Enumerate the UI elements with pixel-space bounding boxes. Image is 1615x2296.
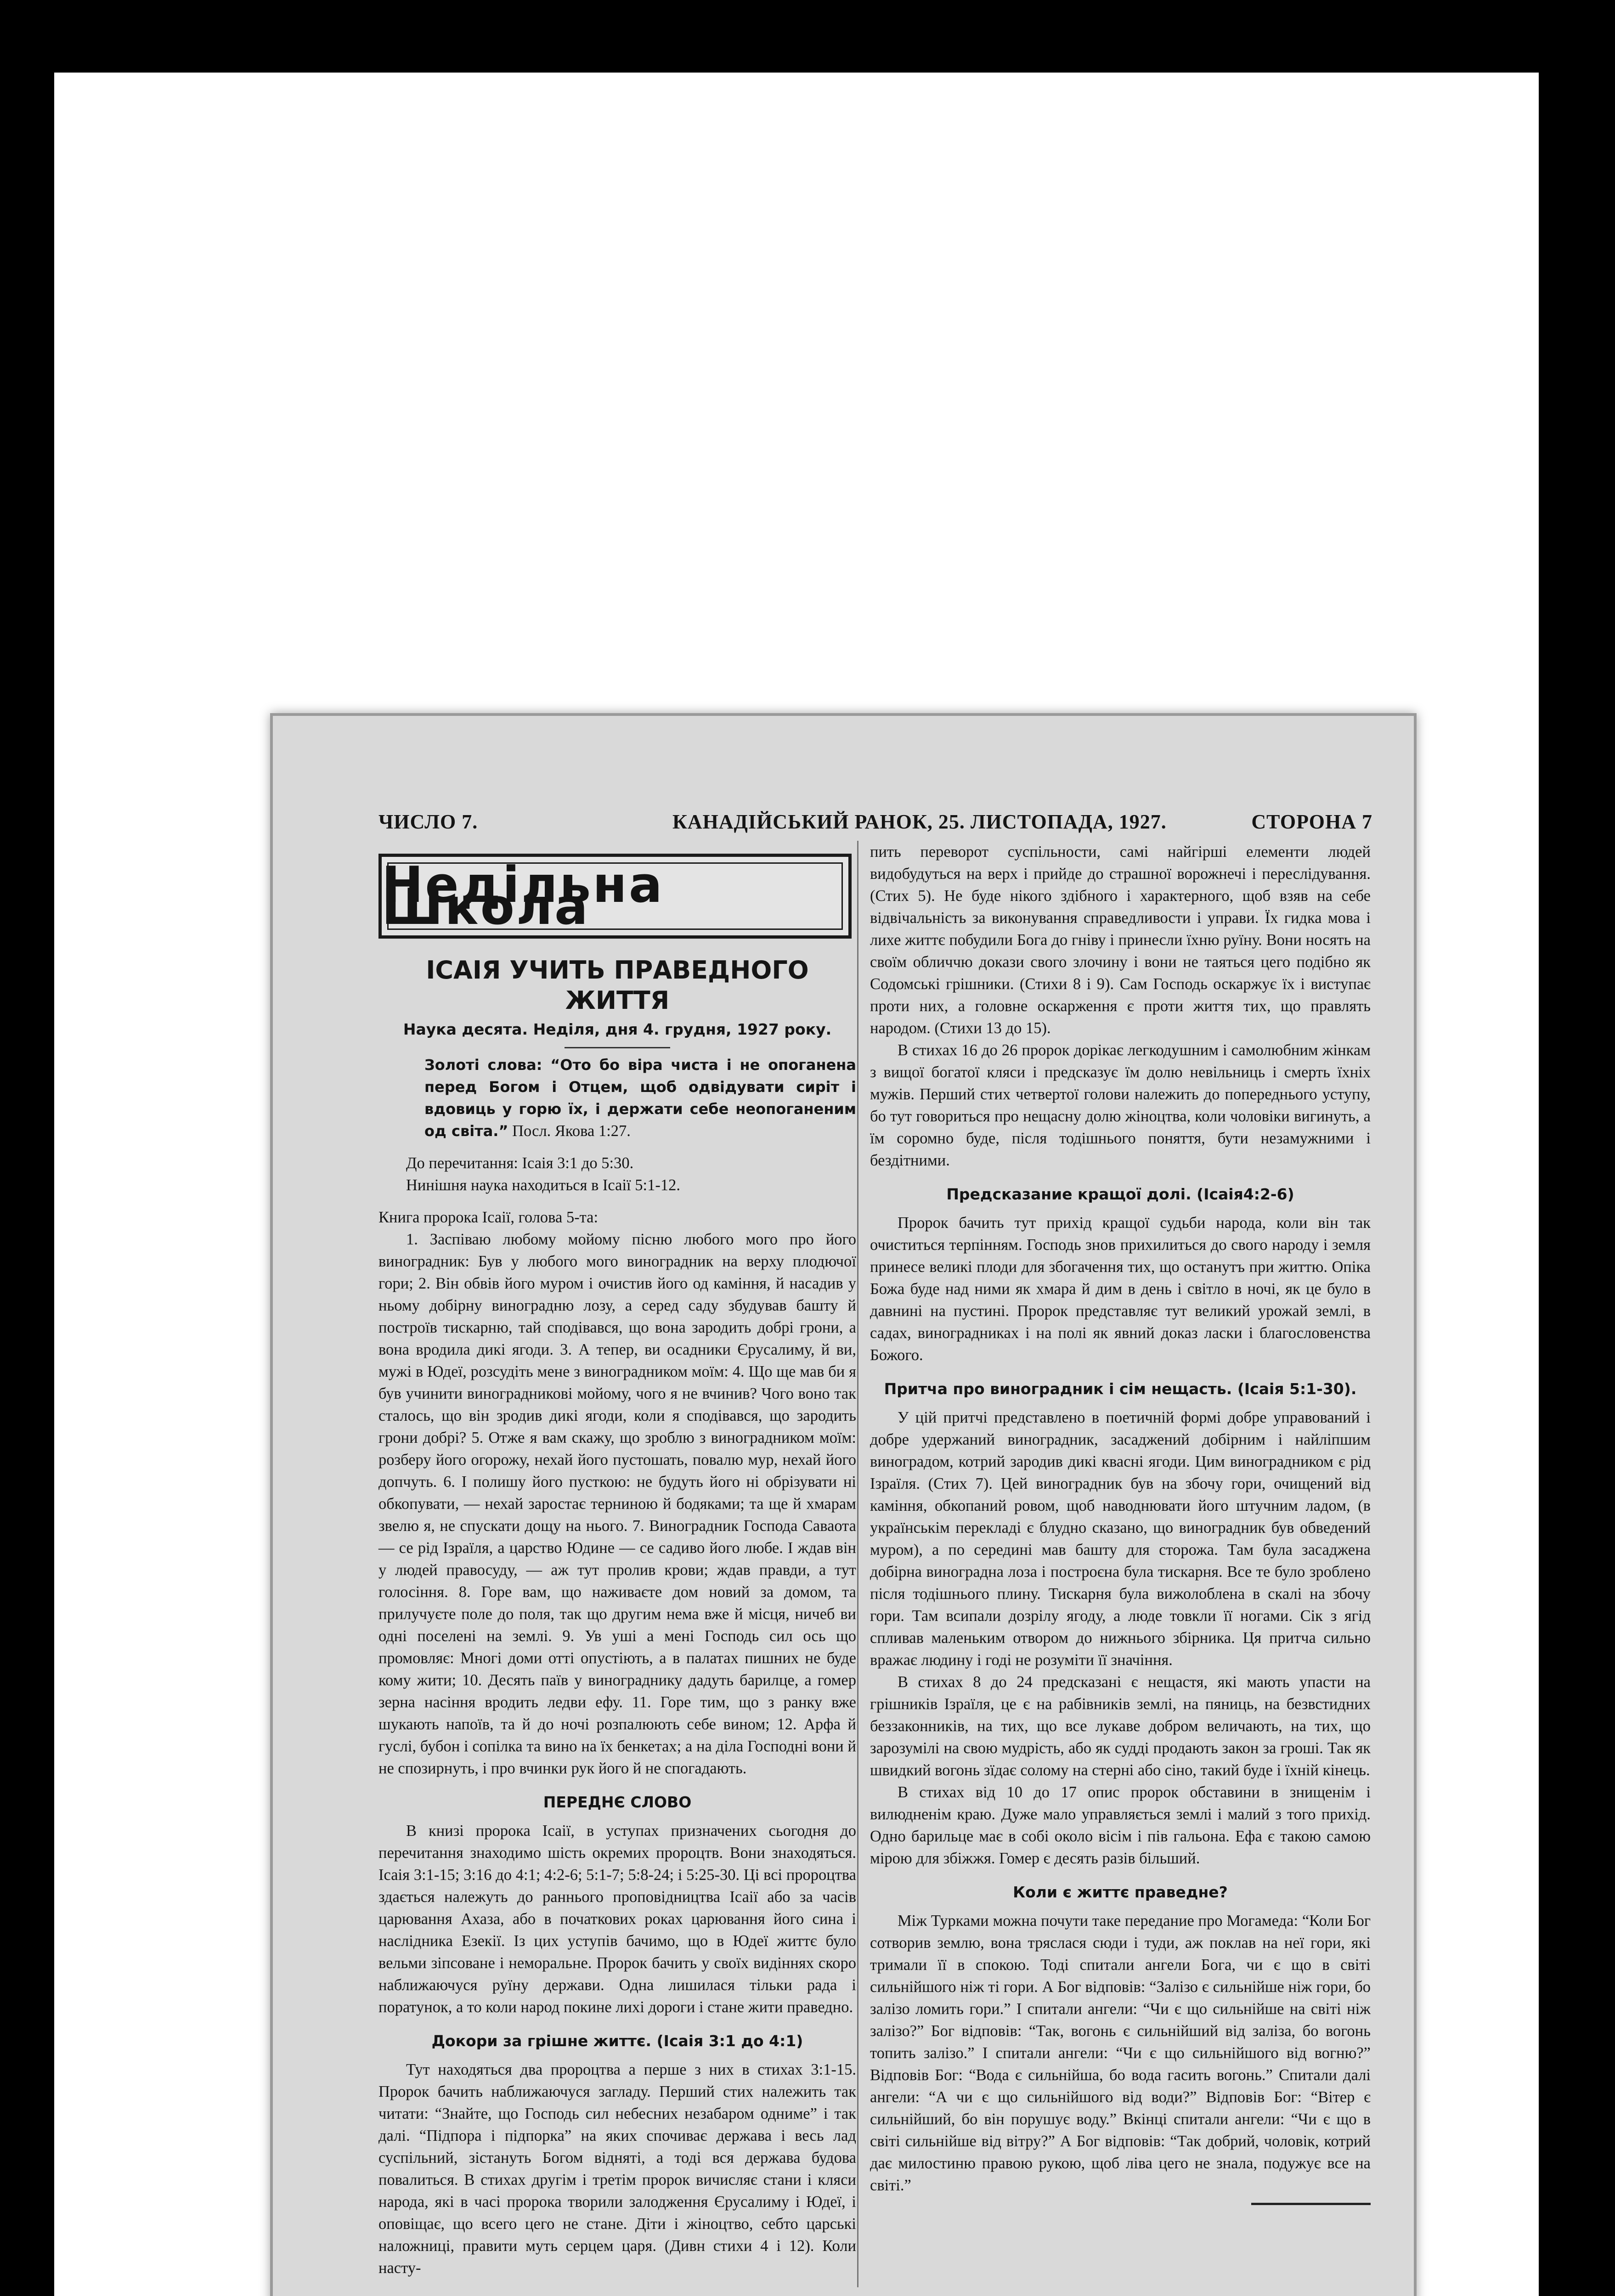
divider [565,1047,670,1048]
golden-text-ref: Посл. Якова 1:27. [512,1122,631,1140]
section-heading: Притча про виноградник і сім нещасть. (Ісаія 5:1-30). [884,1380,1357,1398]
golden-text-quote: Золоті слова: “Ото бо віра чиста і не опоганена перед Богом і Отцем, щоб одвідувати сиріт і вдовиць у горю їх, і держати себе неопоганеним од світа.” [424,1056,856,1140]
paragraph: В стихах 16 до 26 пророк дорікає легкодушним і самолюбним жінкам з вищої богатої кляси і предсказує їм долю невільниць і смерть їхніх мужів. Перший стих четвертої голови належить до попереднього уступу, бо тут говориться про нещасну долю жіноцтва, коли чоловіки вигинуть, а їм соромно буде, після тодішнього поняття, бути незамужними і бездітними. [870,1041,1371,1169]
golden-text [424,1054,856,1142]
paragraph: Між Турками можна почути таке передание про Могамеда: “Коли Бог сотворив землю, вона тряслася сюди і туди, аж поклав на неї гори, які тримали її в спокою. Тоді спитали ангели Бога, чи є що в світі сильнійшого ніж ті гори. А Бог відповів: “Залізо є сильнійше ніж гори, бо залізо ломить гори.” І спитали ангели: “Чи є що сильнійше на світі ніж залізо?” Бог відповів: “Так, вогонь є сильнійший від заліза, бо вогонь топить залізо.” І спитали ангели: “Чи є що сильнійшого від вогню?” Відповів Бог: “Вода є сильнійша, бо вода гасить вогонь.” Спитали далі ангели: “А чи є що сильнійшого від води?” Відповів Бог: “Вітер є сильнійший, бо він порушує воду.” Вкінці спитали ангели: “Чи є що в світі сильнійше від вітру?” А Бог відповів: “Так добрий, чоловік, котрий дає милостиню правою рукою, щоб ліва цего не знала, подужує все на світі.” [870,1912,1371,2194]
section-heading: Предсказание кращої долі. (Ісаія4:2-6) [946,1185,1294,1203]
newspaper-page [270,713,1417,2296]
lesson-info: Наука десята. Неділя, дня 4. грудня, 1927 року. [403,1020,832,1038]
page-number: СТОРОНА 7 [1251,810,1372,833]
paragraph: В стихах 8 до 24 предсказані є нещастя, які мають упасти на грішників Ізраїля, це є на рабівників землі, на пяниць, на безвстидних беззаконників, на тих, що все лукаве добром величають, на тих, що зарозумілі на свою мудрість, або як судді продають закон за гроші. Так як швидкий вогонь зїдає солому на стерні або сіно, такий буде і їхній кінець. [870,1673,1371,1779]
scripture-text: 1. Заспіваю любому мойому пісню любого мого про його виноградник: Був у любого мого виноградник на верху плодючої гори; 2. Він обвів його муром і очистив його од каміння, й насадив у ньому добірну виноградню лозу, а серед саду збудував башту й построїв тискарню, тай сподівався, що вона зародить добрі грони, а вона вродила дикі ягоди. 3. А тепер, ви осадники Єрусалиму, й ви, мужі в Юдеї, розсудіть мене з виноградником моїм: 4. Що ще мав би я був учинити виноградникові мойому, чого я не вчинив? Чого воно так сталось, що він зродив дикі ягоди, коли я сподівався, що зародить грони добрі? 5. Отже я вам скажу, що зроблю з виноградником моїм: розберу його огорожу, нехай його пустошать, повалю мур, нехай його допчуть. 6. І полишу його пусткою: не будуть його ні обрізувати ні обкопувати, — нехай заростає терниною й бодяками; та ще й хмарам звелю я, не спускати дощу на нього. 7. Виноградник Господа Саваота — се рід Ізраїля, а царство Юдине — се садиво його любе. І ждав він у людей правосуду, — аж тут пролив крови; ждав правди, а тут голосіння. 8. Горе вам, що наживаєте дом новий за домом, та прилучуєте поле до поля, так що другим нема вже й місця, ничеб ви одні поселені на землі. 9. Ув уші а мені Господь сил ось що промовляє: Многі доми отті опустіють, а в палатах пишних не буде кому жити; 10. Десять паїв у винограднику дадуть барилце, а гомер зерна насіння вродить ледви ефу. 11. Горе тим, що з ранку вже шукають напоїв, та й до ночі розпалюють себе вином; 12. Арфа й гуслі, бубон і сопілка та вино на їх бенкетах; а на діла Господні вони й не спозирнуть, і про вчинки рук його й не спогадають. [378,1231,856,1777]
film-frame [54,73,1539,2296]
section-heading: Докори за грішне життє. (Ісаія 3:1 до 4:1) [431,2032,803,2050]
end-rule [1251,2203,1371,2205]
scripture-heading: Книга пророка Ісаії, голова 5-та: [378,1209,599,1226]
continued-text: пить переворот суспільности, самі найгірші елементи людей видобудуться на верх і прийде до страшної ворожнечі і переслідування. (Стих 5). Не буде нікого здібного і характерного, щоб взяв на себе відвічальність за виконування справедливости і управи. Їх гидка мова і лихе життє побудили Бога до гніву і принесли їхню руїну. Вони носять на своїм обличчю докази свого злочину і вони не таяться цего подібно як Содомські грішники. (Стихи 8 і 9). Сам Господь оскаржує їх і виступає проти них, а головне оскарження є проти життя тих, що правлять народом. (Стихи 13 до 15). [870,843,1371,1037]
left-column [378,854,856,2279]
section-text: Тут находяться два пророцтва а перше з них в стихах 3:1-15. Пророк бачить наближаючуся загладу. Перший стих належить так читати: “Знайте, що Господь сил небесних незабаром одниме” і так далі. “Підпора і підпорка” на яких спочиває держава і весь лад суспільний, зістануть Богом відняті, а тоді вся держава будова повалиться. В стихах другім і третім пророк вичисляє стани і кляси народа, які в часі пророка творили залодження Єрусалиму і Юдеї, і оповіщає, що всего цего не стане. Діти і жіноцтво, себто царські наложниці, правити муть серцем царя. (Дивн стихи 4 і 12). Коли насту- [378,2061,856,2277]
column-rule [857,841,858,2287]
paragraph: В стихах від 10 до 17 опис пророк обставини в знищенім і вилюдненім краю. Дуже мало управляється землі і малий з того прихід. Одно барильце має в собі около вісім і пів гальона. Ефа є такою самою мірою для збіжжя. Гомер є десять разів більший. [870,1784,1371,1867]
running-head [378,810,1372,838]
paper-name-date: КАНАДІЙСЬКИЙ РАНОК, 25. ЛИСТОПАДА, 1927. [672,810,1167,833]
section-masthead: Недільна Школа [378,854,852,939]
foreword-text: В книзі пророка Ісаії, в уступах призначених сьогодня до перечитання знаходимо шість окремих пророцтв. Вони знаходяться. Ісаія 3:1-15; 3:16 до 4:1; 4:2-6; 5:1-7; 5:8-24; і 5:25-30. Ці всі пророцтва здається належуть до раннього проповідництва Ісаії або за часів царювання Ахаза, або в початкових роках царювання його сина і наслідника Езекії. Із цих уступів бачимо, що в Юдеї життє було вельми зіпсоване і неморальне. Пророк бачить у своїх видіннях скоро наближаючуся руїну держави. Одна лишилася тільки рада і поратунок, а то коли народ покине лихі дороги і стане жити праведно. [378,1822,856,2016]
paragraph: Пророк бачить тут прихід кращої судьби народа, коли він так очиститься терпінням. Господь знов прихилиться до свого народу і земля принесе великі плоди для збогачення тих, що останутъ при життю. Опіка Божа буде над ними як хмара й дим в день і світло в ночі, як це було в давнині на пустині. Пророк представляє тут великий урожай землі, в садах, виноградниках і на полі як явний доказ ласки і благословенства Божого. [870,1214,1371,1364]
issue-number: ЧИСЛО 7. [378,810,478,833]
reading-range: До перечитання: Ісаія 3:1 до 5:30. [406,1154,634,1172]
article-title: ІСАІЯ УЧИТЬ ПРАВЕДНОГО ЖИТТЯ [426,956,809,1015]
section-heading: Коли є життє праведне? [1013,1883,1228,1901]
right-column [870,841,1371,2205]
foreword-heading: ПЕРЕДНЄ СЛОВО [543,1793,692,1811]
paragraph: У цій притчі представлено в поетичній формі добре управований і добре удержаний виноградник, засаджений добірним і найліпшим виноградом, котрий зародив дикі квасні ягоди. Цим виноградником є рід Ізраїля. (Стих 7). Цей виноградник був на збочу гори, очищений від каміння, обкопаний ровом, щоб наводнювати його штучним ладом, (в українськім перекладі є блудно сказано, що виноградник був обведений муром), а по середині мав башту для сторожа. Там була засаджена добірна виноградна лоза і построєна була тискарня. Все те було зроблено після тодішнього плину. Тискарня була вижолоблена в скалі на збочу гори. Там всипали дозрілу ягоду, а люде товкли її ногами. Сік з ягід спливав маленьким отвором до нижнього збірника. Ця притча сильно вражає людину і годі не розуміти її значіння. [870,1409,1371,1669]
lesson-location: Нинішня наука находиться в Ісаії 5:1-12. [406,1176,680,1194]
